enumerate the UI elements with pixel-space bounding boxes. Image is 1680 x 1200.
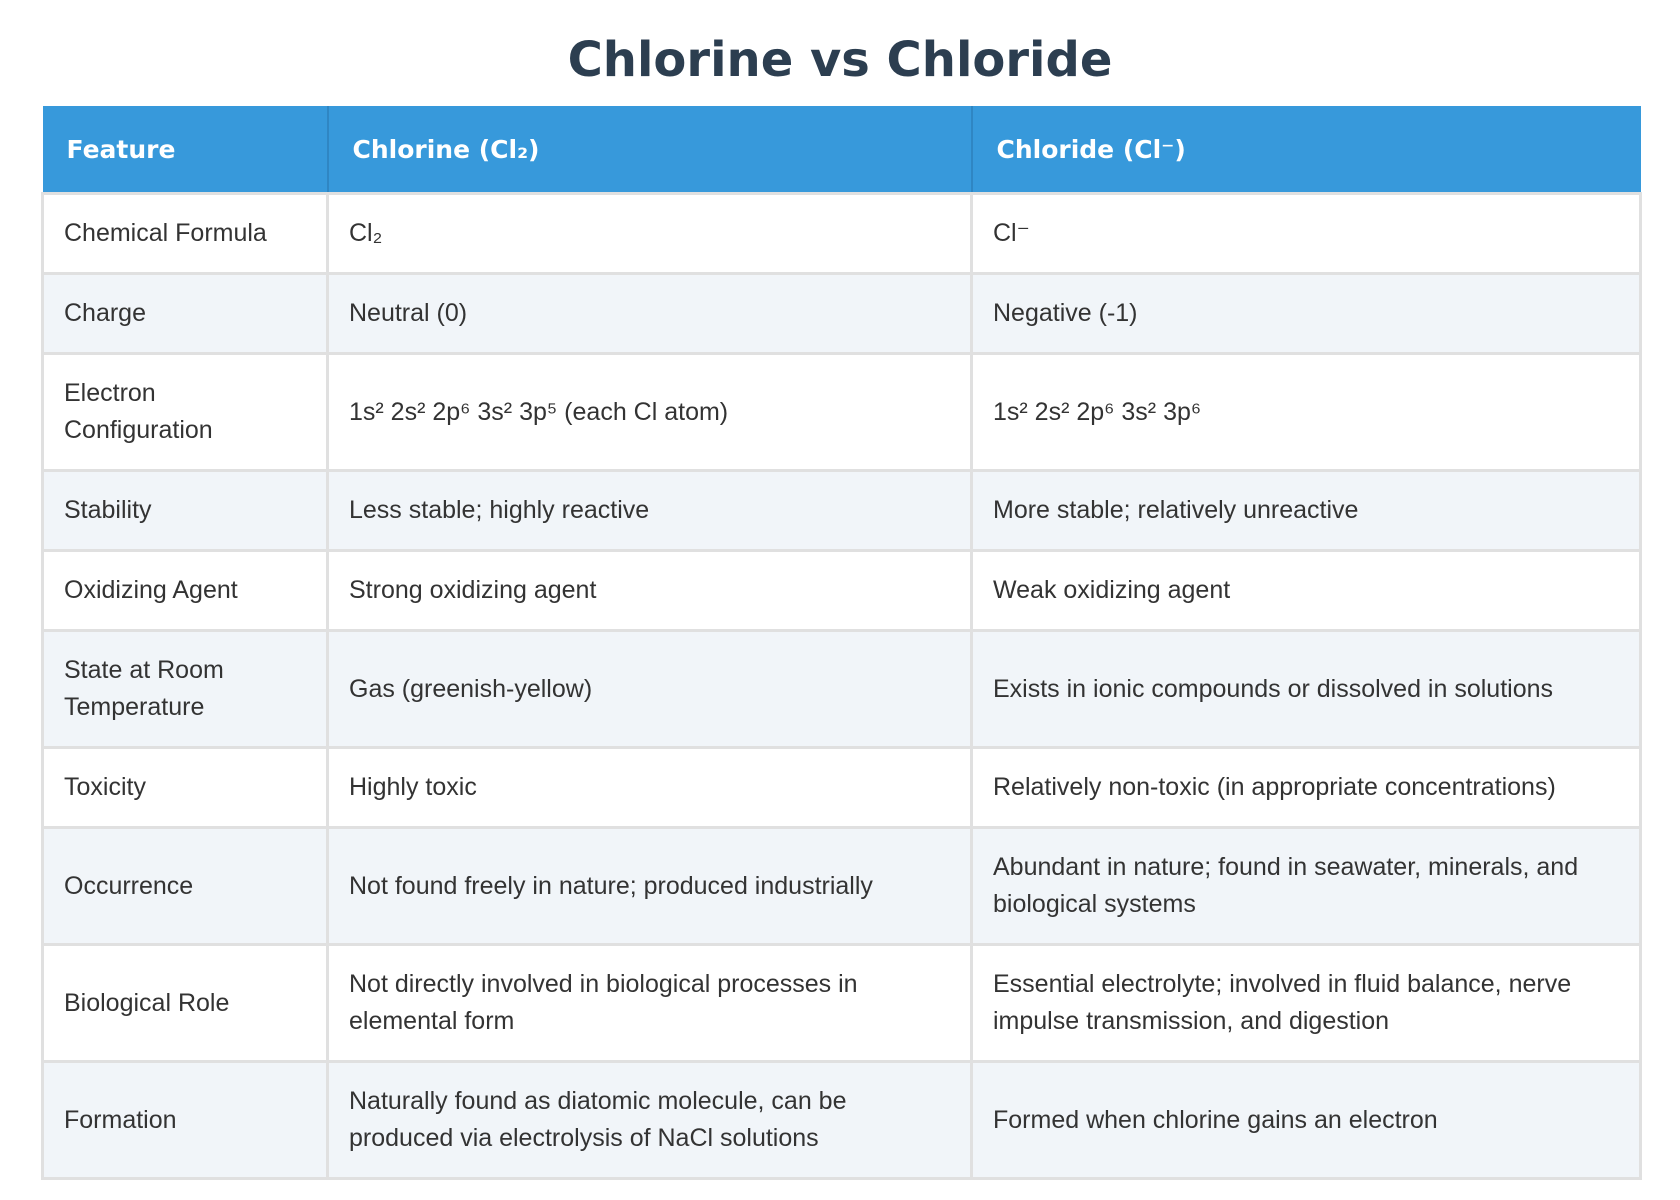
chloride-cell: Abundant in nature; found in seawater, minerals, and biological systems [972,828,1641,945]
chloride-cell: More stable; relatively unreactive [972,471,1641,551]
feature-cell: Chemical Formula [43,194,328,274]
chloride-cell: Weak oxidizing agent [972,551,1641,631]
page-title: Chlorine vs Chloride [567,32,1113,88]
header-row [43,106,1641,194]
feature-cell: Toxicity [43,748,328,828]
chloride-cell: Relatively non-toxic (in appropriate concentrations) [972,748,1641,828]
comparison-table-container [41,106,1639,1180]
table-row [43,1062,1641,1179]
chloride-cell: Formed when chlorine gains an electron [972,1062,1641,1179]
header-chlorine: Chlorine (Cl₂) [328,106,972,194]
table-row [43,748,1641,828]
chlorine-cell: Not directly involved in biological processes in elemental form [328,945,972,1062]
chlorine-cell: Naturally found as diatomic molecule, can be produced via electrolysis of NaCl solutions [328,1062,972,1179]
feature-cell: Formation [43,1062,328,1179]
chloride-cell: 1s² 2s² 2p⁶ 3s² 3p⁶ [972,354,1641,471]
table-row [43,471,1641,551]
feature-cell: Charge [43,274,328,354]
table-row [43,828,1641,945]
chlorine-cell: Highly toxic [328,748,972,828]
feature-cell: Occurrence [43,828,328,945]
table-row [43,631,1641,748]
table-row [43,194,1641,274]
chlorine-cell: Not found freely in nature; produced industrially [328,828,972,945]
feature-cell: Biological Role [43,945,328,1062]
comparison-table [41,106,1642,1180]
feature-cell: Electron Configuration [43,354,328,471]
chlorine-cell: Cl₂ [328,194,972,274]
table-row [43,354,1641,471]
chlorine-cell: Neutral (0) [328,274,972,354]
table-row [43,274,1641,354]
feature-cell: Stability [43,471,328,551]
header-chloride: Chloride (Cl⁻) [972,106,1641,194]
table-header [43,106,1641,194]
chloride-cell: Essential electrolyte; involved in fluid balance, nerve impulse transmission, and digestion [972,945,1641,1062]
chloride-cell: Cl⁻ [972,194,1641,274]
feature-cell: Oxidizing Agent [43,551,328,631]
chlorine-cell: Strong oxidizing agent [328,551,972,631]
chlorine-cell: Less stable; highly reactive [328,471,972,551]
table-row [43,551,1641,631]
chlorine-cell: 1s² 2s² 2p⁶ 3s² 3p⁵ (each Cl atom) [328,354,972,471]
feature-cell: State at Room Temperature [43,631,328,748]
table-body [43,194,1641,1179]
chloride-cell: Exists in ionic compounds or dissolved in solutions [972,631,1641,748]
chlorine-cell: Gas (greenish-yellow) [328,631,972,748]
chloride-cell: Negative (-1) [972,274,1641,354]
table-row [43,945,1641,1062]
header-feature: Feature [43,106,328,194]
